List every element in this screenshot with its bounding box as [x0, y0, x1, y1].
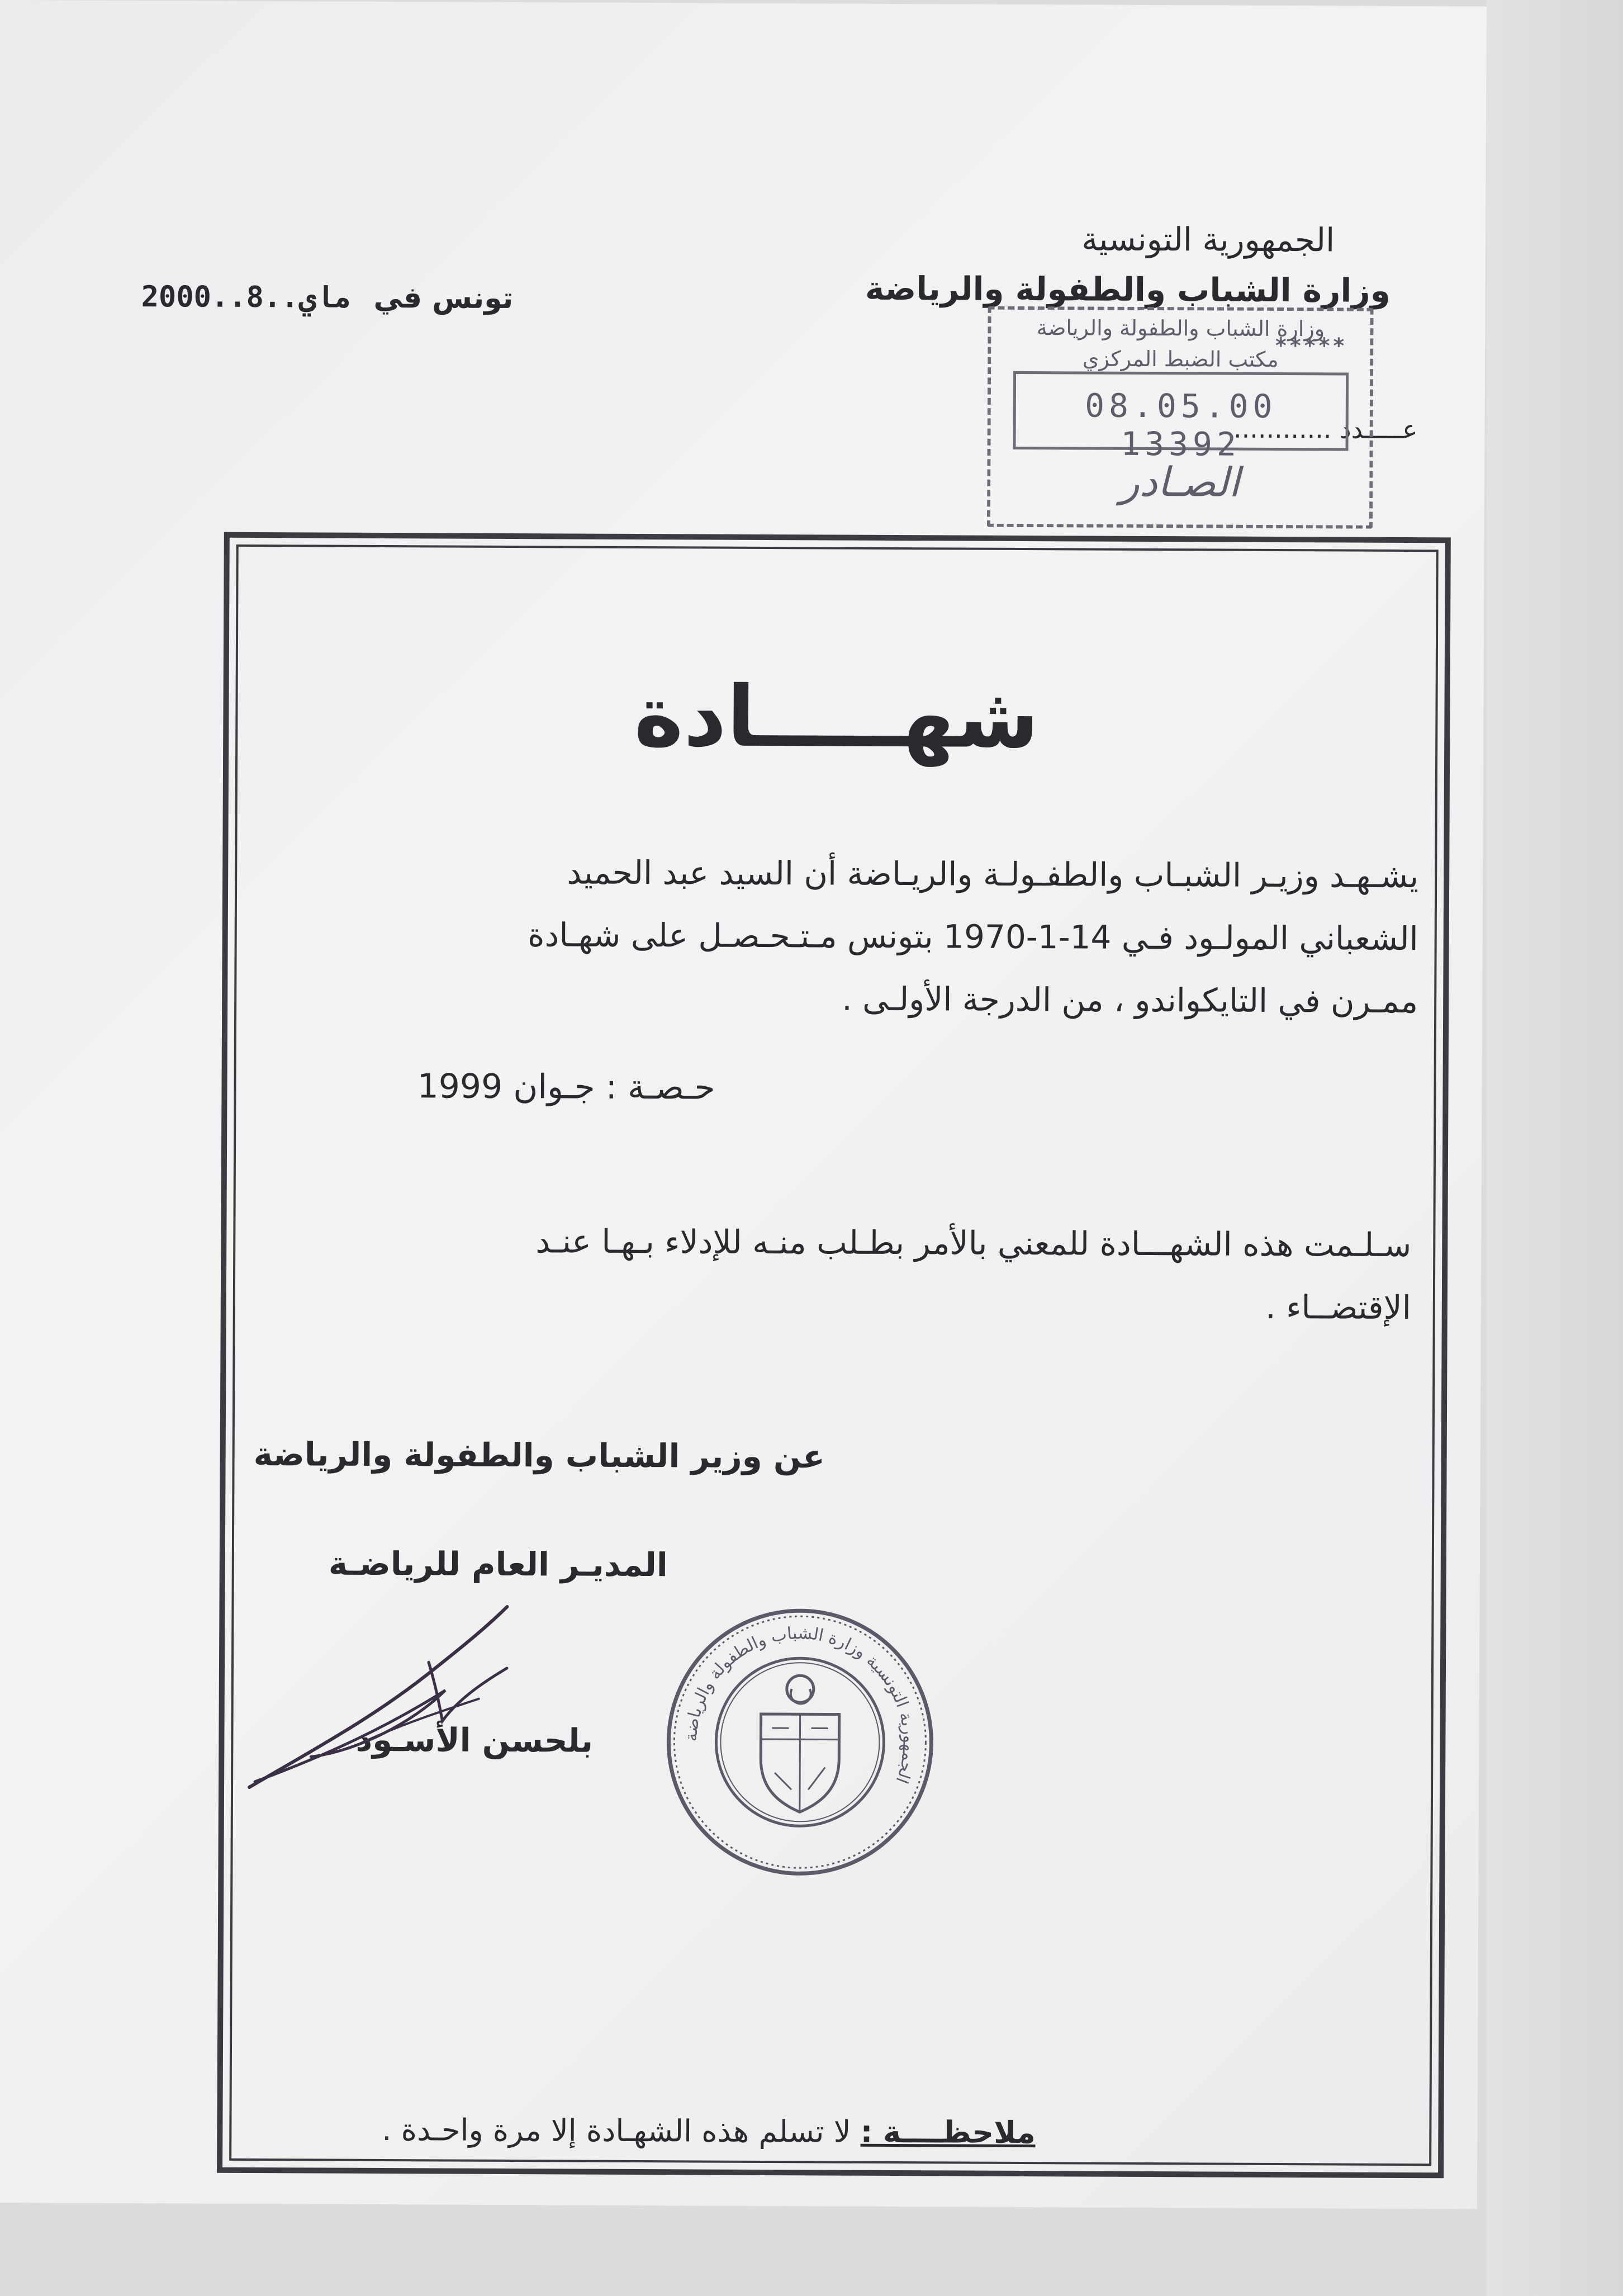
republic-heading: الجمهورية التونسية: [1081, 220, 1335, 259]
seal-text: الجمهورية التونسية وزارة الشباب والطفولة والرياضة: [681, 1623, 919, 1786]
signatory-name: بلحسن الأسـود: [355, 1720, 594, 1760]
body-line-3: ممـرن في التايكواندو ، من الدرجة الأولـى .: [842, 979, 1418, 1021]
handwritten-signature: [244, 1589, 558, 1797]
body-line-1: يشـهـد وزيـر الشبـاب والطفـولـة والريـاضة أن السيد عبد الحميد: [567, 853, 1419, 896]
note-line: [382, 2112, 1035, 2150]
certificate-title: شهـــــادة: [634, 668, 1040, 768]
certificate-body: [255, 840, 1418, 1033]
on-behalf-of-minister: عن وزير الشباب والطفولة والرياضة: [253, 1435, 825, 1476]
issue-date: [141, 280, 514, 315]
note-label: ملاحظــــة :: [860, 2114, 1036, 2151]
ministry-heading: وزارة الشباب والطفولة والرياضة: [865, 269, 1391, 310]
registry-stamp: [987, 306, 1374, 529]
stamp-ministry: وزارة الشباب والطفولة والرياضة: [1036, 315, 1325, 342]
certificate-frame: [217, 532, 1451, 2179]
issuance-text: [271, 1209, 1412, 1339]
stamp-office: مكتب الضبط المركزي: [1082, 346, 1279, 372]
stamp-stars: *****: [1275, 333, 1348, 358]
stamp-number: 08.05.00 13392: [1085, 386, 1277, 463]
stamp-number-box: [1013, 371, 1349, 463]
svg-text:الجمهورية التونسية وزارة الشبا: [681, 1623, 919, 1786]
stamp-outgoing: الصـادر: [1119, 458, 1240, 506]
body-line-2: الشعباني المولـود فـي 14-1-1970 بتونس مـتـحـصـل على شهـادة: [528, 916, 1418, 958]
session-line: حـصـة : جـوان 1999: [417, 1067, 715, 1107]
reference-number-label: عـــــدد ............: [1233, 413, 1418, 445]
background-edge: [1487, 0, 1623, 2296]
seal-text-carrier: [662, 1604, 937, 1880]
issuance-line-1: سـلـمت هذه الشهـــادة للمعني بالأمر بطـلب منـه للإدلاء بـهـا عنـد: [535, 1222, 1412, 1265]
signatory-position: المديـر العام للرياضـة: [328, 1544, 668, 1584]
certificate-inner-border: [229, 545, 1439, 2166]
date-prefix: تونس في: [373, 281, 514, 316]
handwritten-date: 2000..ماي..8: [141, 280, 352, 315]
issuance-line-2: الإقتضــاء .: [1265, 1287, 1411, 1327]
note-text: لا تسلم هذه الشهـادة إلا مرة واحـدة .: [382, 2112, 851, 2150]
seal-ring-text: [662, 1604, 937, 1880]
